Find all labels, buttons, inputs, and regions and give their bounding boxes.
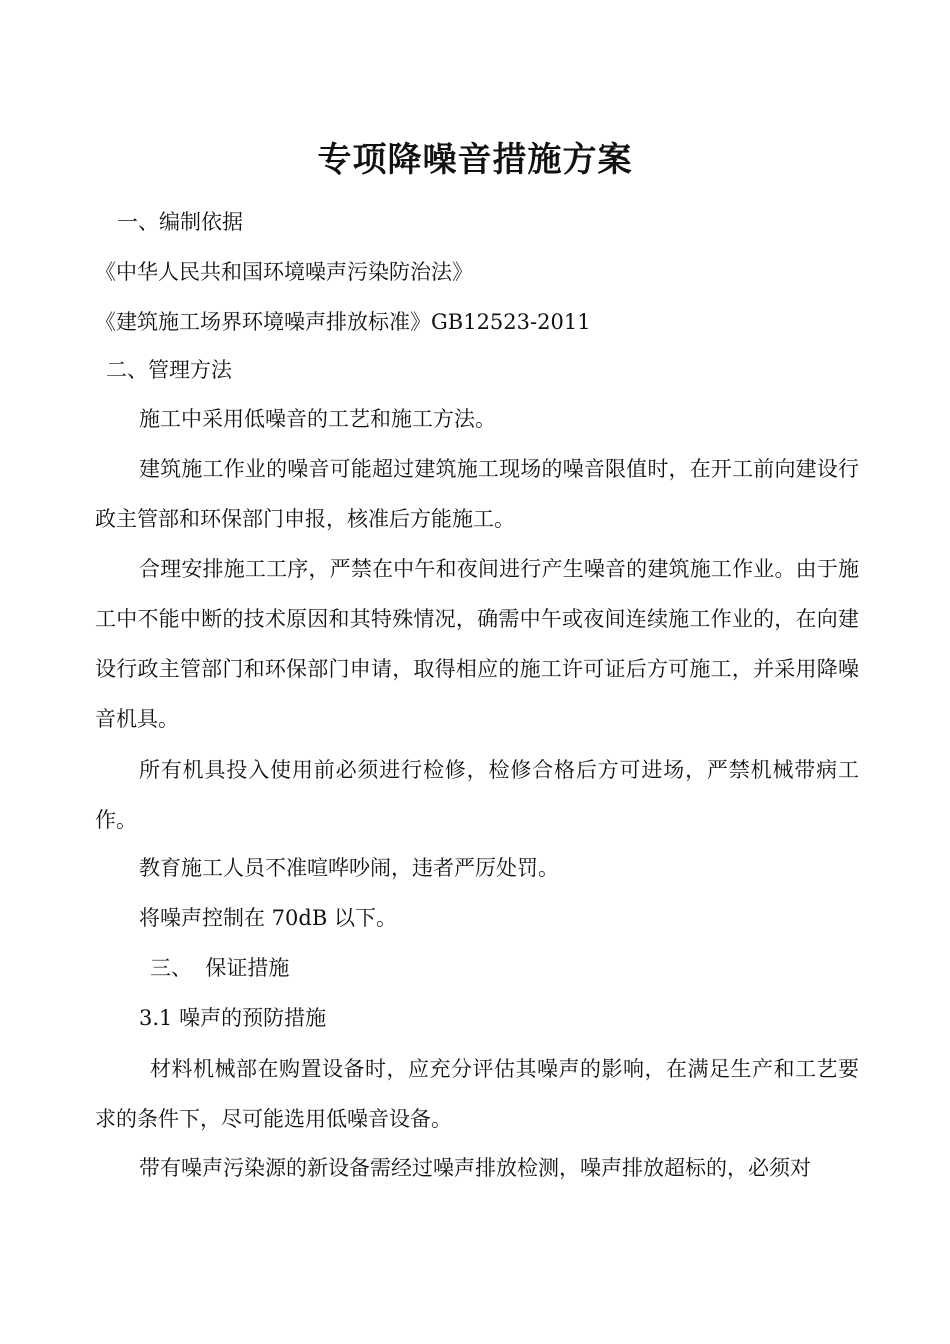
paragraph-work-schedule: 合理安排施工工序，严禁在中午和夜间进行产生噪音的建筑施工作业。由于施工中不能中断的技术原因和其特殊情况，确需中午或夜间连续施工作业的，在向建设行政主管部门和环保部门申请，取得相应的施工许可证后方可施工，并采用降噪音机具。 <box>95 557 859 731</box>
paragraph-equipment-inspection: 所有机具投入使用前必须进行检修，检修合格后方可进场，严禁机械带病工作。 <box>95 758 859 832</box>
paragraph-noise-limit: 将噪声控制在 70dB 以下。 <box>139 906 397 930</box>
reference-standard-2: 《建筑施工场界环境噪声排放标准》GB12523-2011 <box>95 310 591 334</box>
subsection-heading-prevention: 3.1 噪声的预防措施 <box>139 1006 327 1030</box>
reference-law-1: 《中华人民共和国环境噪声污染防治法》 <box>95 260 473 284</box>
paragraph-noise-testing: 带有噪声污染源的新设备需经过噪声排放检测，噪声排放超标的，必须对 <box>139 1156 811 1180</box>
section-heading-management: 二、管理方法 <box>106 358 232 382</box>
paragraph-low-noise-process: 施工中采用低噪音的工艺和施工方法。 <box>139 407 496 431</box>
paragraph-worker-education: 教育施工人员不准喧哗吵闹，违者严厉处罚。 <box>139 856 559 880</box>
section-heading-basis: 一、编制依据 <box>117 210 243 234</box>
paragraph-report-before-work: 建筑施工作业的噪音可能超过建筑施工现场的噪音限值时，在开工前向建设行政主管部和环保部门申报，核准后方能施工。 <box>95 457 859 531</box>
paragraph-equipment-purchase: 材料机械部在购置设备时，应充分评估其噪声的影响，在满足生产和工艺要求的条件下，尽可能选用低噪音设备。 <box>95 1057 859 1131</box>
section-heading-guarantee: 三、 保证措施 <box>150 956 290 980</box>
document-title: 专项降噪音措施方案 <box>317 140 633 180</box>
